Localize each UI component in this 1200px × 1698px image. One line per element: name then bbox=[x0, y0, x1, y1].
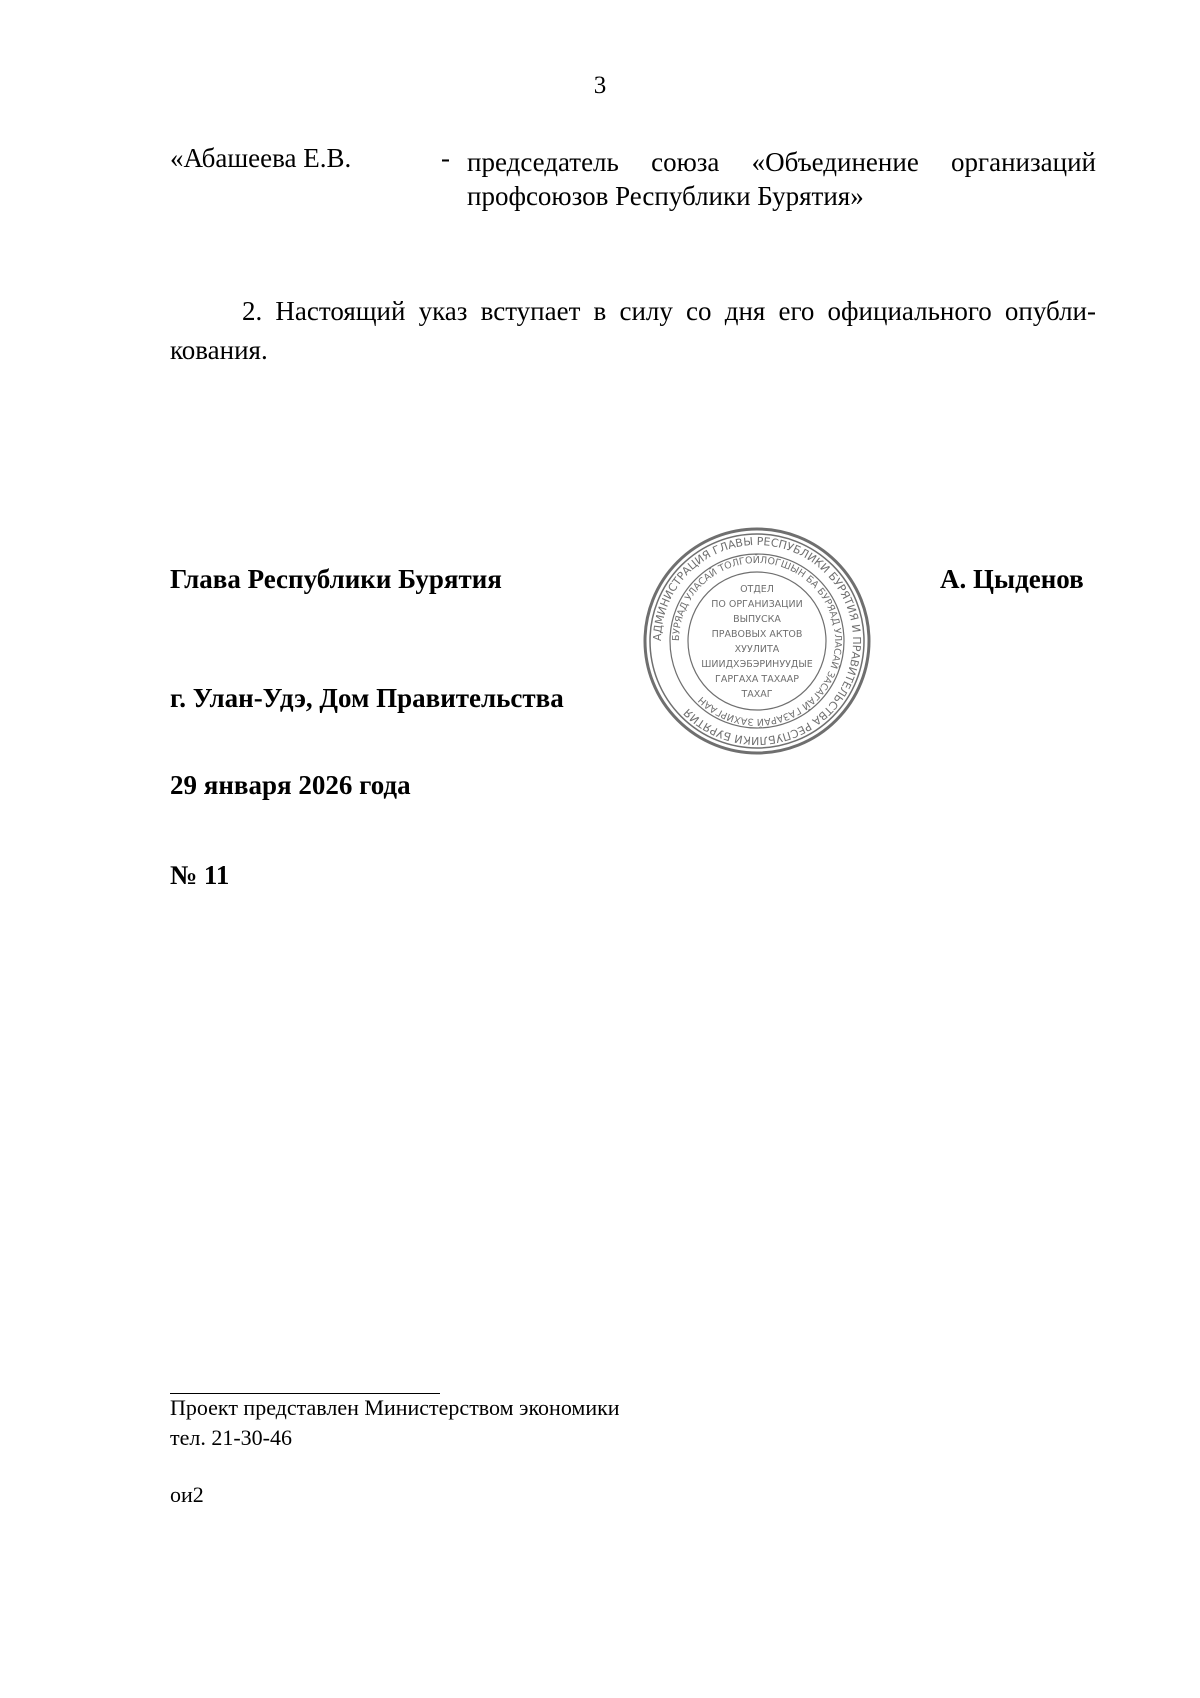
seal-center-line-4: ПРАВОВЫХ АКТОВ bbox=[711, 629, 803, 640]
seal-center-line-8: ТАХАГ bbox=[741, 689, 773, 700]
footnote-line-1: Проект представлен Министерством экономики bbox=[170, 1395, 620, 1420]
seal-center-line-2: ПО ОРГАНИЗАЦИИ bbox=[711, 599, 803, 610]
signing-place: г. Улан-Удэ, Дом Правительства bbox=[170, 683, 564, 713]
official-seal bbox=[642, 526, 872, 756]
member-name: «Абашеева Е.В. bbox=[170, 143, 352, 173]
signing-date: 29 января 2026 года bbox=[170, 770, 411, 800]
seal-center-line-1: ОТДЕЛ bbox=[740, 584, 774, 595]
page-number: 3 bbox=[593, 72, 607, 99]
footnote-line-2: тел. 21-30-46 bbox=[170, 1425, 293, 1450]
seal-inner-text: БУРЯАД УЛАСАЙ ТОЛГОЙЛОГШЫН БА БУРЯАД УЛАСАЙ ЗАСАГАЙ ГАЗАРАЙ ЗАХИРГААН bbox=[670, 554, 844, 728]
footnote-separator bbox=[170, 1393, 440, 1394]
seal-center-line-3: ВЫПУСКА bbox=[733, 614, 781, 625]
seal-outer-text: АДМИНИСТРАЦИЯ ГЛАВЫ РЕСПУБЛИКИ БУРЯТИЯ И ПРАВИТЕЛЬСТВА РЕСПУБЛИКИ БУРЯТИЯ bbox=[650, 534, 864, 748]
member-description-line2: профсоюзов Республики Бурятия» bbox=[467, 181, 864, 211]
seal-center-line-6: ШИИДХЭБЭРИНУУДЫЕ bbox=[701, 659, 813, 670]
decree-number: № 11 bbox=[170, 860, 230, 890]
footnote-code: ои2 bbox=[170, 1482, 204, 1507]
member-description-line1: председатель союза «Объединение организаций bbox=[467, 147, 1096, 177]
signer-name: А. Цыденов bbox=[940, 564, 1084, 594]
seal-center-line-5: ХУУЛИТА bbox=[734, 644, 780, 655]
effective-date-paragraph: 2. Настоящий указ вступает в силу со дня его официального опубли-кования. bbox=[170, 296, 1096, 365]
seal-center-line-7: ГАРГАХА ТАХААР bbox=[715, 674, 799, 685]
signer-title: Глава Республики Бурятия bbox=[170, 564, 502, 594]
member-dash: - bbox=[441, 143, 450, 173]
